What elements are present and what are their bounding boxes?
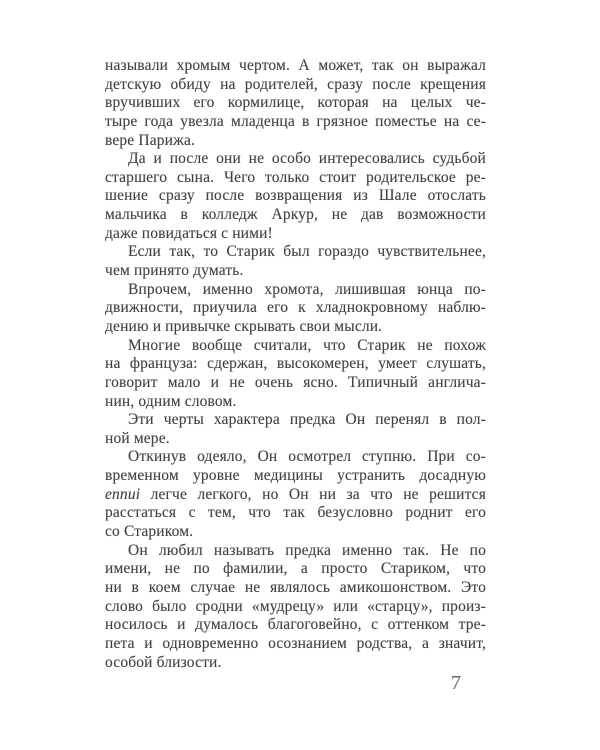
text-line: движности, приучила его к хладнокровному наблю- (105, 299, 486, 317)
text-line: со Стариком. (105, 523, 194, 541)
text-line: Впрочем, именно хромота, лишившая юнца по- (128, 280, 486, 298)
text-line: расстаться с тем, что так безусловно роднит его (105, 504, 486, 522)
text-line: слово было сродни «мудрецу» или «старцу», произ- (105, 597, 486, 615)
text-line: ни в коем случае не являлось амикошонством. Это (105, 578, 486, 596)
paragraph (105, 411, 486, 448)
text-line: временном уровне медицины устранить досадную (105, 467, 486, 485)
text-line: Многие вообще считали, что Старик не похож (128, 336, 486, 354)
text-line: даже повидаться с ними! (105, 224, 273, 242)
text-line: Да и после они не особо интересовались судьбой (128, 150, 486, 168)
text-line: чем принято думать. (105, 262, 244, 280)
italic-foreign-word: ennui (105, 485, 141, 503)
paragraph (105, 57, 486, 150)
text-line: Эти черты характера предка Он перенял в пол- (128, 411, 486, 429)
page-number: 7 (451, 672, 461, 694)
page-text-block (105, 57, 486, 672)
text-line: имени, не по фамилии, а просто Стариком, что (105, 560, 486, 578)
text-line: Он любил называть предка именно так. Не по (128, 541, 486, 559)
text-line (105, 486, 486, 505)
paragraph (105, 281, 486, 337)
text-line: говорит мало и не очень ясно. Типичный англича- (105, 373, 486, 391)
text-line: носилось и думалось благоговейно, с оттенком тре- (105, 616, 486, 634)
text-line: вере Парижа. (105, 131, 195, 149)
text-line: дению и привычке скрывать свои мысли. (105, 317, 383, 335)
paragraph (105, 448, 486, 541)
paragraph (105, 542, 486, 672)
text-segment: легче легкого, но Он ни за что не решится (140, 485, 486, 503)
text-line: нин, одним словом. (105, 392, 237, 410)
text-line: старшего сына. Чего только стоит родительское ре- (105, 168, 486, 186)
text-line: пета и одновременно осознанием родства, а значит, (105, 634, 486, 652)
paragraph (105, 150, 486, 243)
paragraph (105, 337, 486, 412)
text-line: тыре года увезла младенца в грязное поместье на се- (105, 112, 486, 130)
paragraph (105, 243, 486, 280)
text-line: называли хромым чертом. А может, так он выражал (105, 57, 486, 74)
text-line: особой близости. (105, 653, 222, 671)
text-line: детскую обиду на родителей, сразу после крещения (105, 75, 486, 93)
text-line: на француза: сдержан, высокомерен, умеет слушать, (105, 355, 486, 373)
text-line: Если так, то Старик был гораздо чувствительнее, (128, 243, 486, 261)
text-line: мальчика в колледж Аркур, не дав возможности (105, 206, 486, 224)
text-line: вручивших его кормилице, которая на целых че- (105, 94, 486, 112)
text-line: ной мере. (105, 429, 170, 447)
text-line: шение сразу после возвращения из Шале отослать (105, 187, 486, 205)
text-line: Откинув одеяло, Он осмотрел ступню. При со- (128, 448, 486, 466)
